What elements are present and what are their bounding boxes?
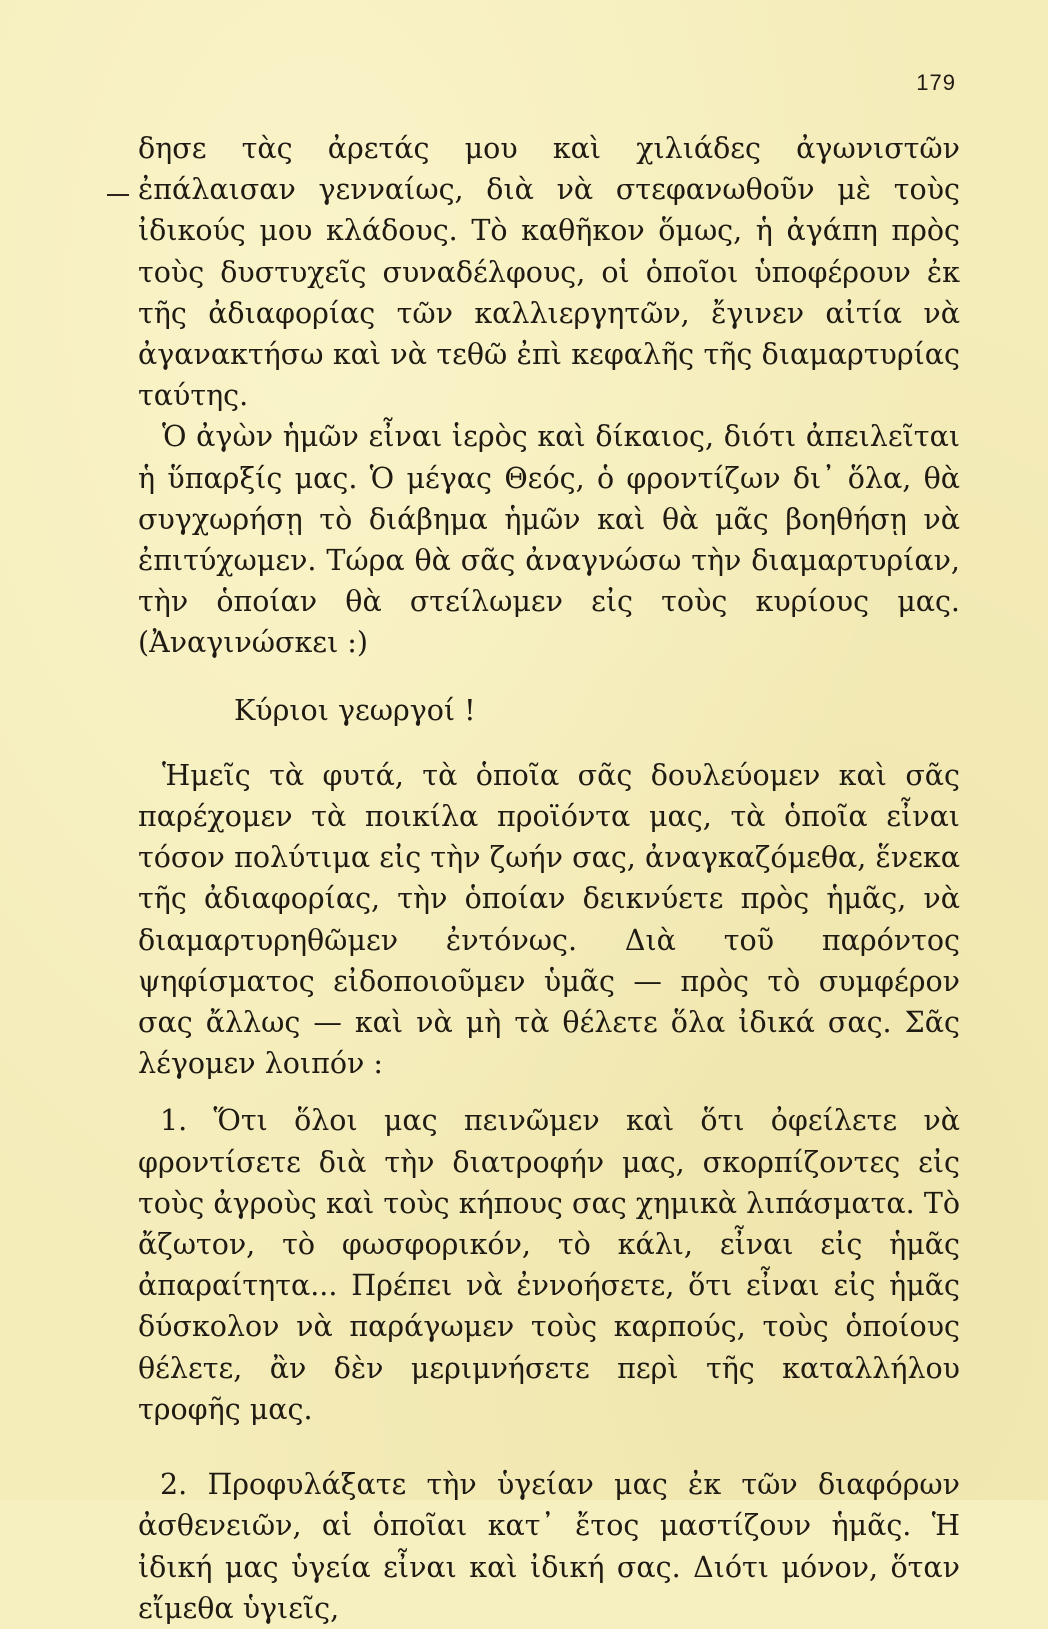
numbered-item-1: 1. Ὅτι ὅλοι μας πεινῶμεν καὶ ὅτι ὀφείλετε νὰ φροντίσετε διὰ τὴν διατροφήν μας, σκορπίζοντες εἰς τοὺς ἀγροὺς καὶ τοὺς κήπους σας χημικὰ λιπάσματα. Τὸ ἄζωτον, τὸ φωσφορικόν, τὸ κάλι, εἶναι εἰς ἡμᾶς ἀπαραίτητα... Πρέπει νὰ ἐννοήσετε, ὅτι εἶναι εἰς ἡμᾶς δύσκολον νὰ παράγωμεν τοὺς καρπούς, τοὺς ὁποίους θέλετε, ἂν δὲν μεριμνήσετε περὶ τῆς καταλλήλου τροφῆς μας. <box>138 1104 960 1426</box>
page-number: 179 <box>916 70 956 95</box>
numbered-item-2: 2. Προφυλάξατε τὴν ὑγείαν μας ἐκ τῶν διαφόρων ἀσθενειῶν, αἱ ὁποῖαι κατ᾿ ἔτος μαστίζουν ἡμᾶς. Ἡ ἰδική μας ὑγεία εἶναι καὶ ἰδική σας. Διότι μόνον, ὅταν εἴμεθα ὑγιεῖς, <box>138 1468 960 1625</box>
paragraph-continuation: δησε τὰς ἀρετάς μου καὶ χιλιάδες ἀγωνιστῶν ἐπάλαισαν γενναίως, διὰ νὰ στεφανωθοῦν μὲ τοὺς ἰδικούς μου κλάδους. Τὸ καθῆκον ὅμως, ἡ ἀγάπη πρὸς τοὺς δυστυχεῖς συναδέλφους, οἱ ὁποῖοι ὑποφέρουν ἐκ τῆς ἀδιαφορίας τῶν καλλιεργητῶν, ἔγινεν αἰτία νὰ ἀγανακτήσω καὶ νὰ τεθῶ ἐπὶ κεφαλῆς τῆς διαμαρτυρίας ταύτης. <box>138 132 960 413</box>
paragraph-protest: Ἡμεῖς τὰ φυτά, τὰ ὁποῖα σᾶς δουλεύομεν καὶ σᾶς παρέχομεν τὰ ποικίλα προϊόντα μας, τὰ ὁποῖα εἶναι τόσον πολύτιμα εἰς τὴν ζωήν σας, ἀναγκαζόμεθα, ἕνεκα τῆς ἀδιαφορίας, τὴν ὁποίαν δεικνύετε πρὸς ἡμᾶς, νὰ διαμαρτυρηθῶμεν ἐντόνως. Διὰ τοῦ παρόντος ψηφίσματος εἰδοποιοῦμεν ὑμᾶς — πρὸς τὸ συμφέρον σας ἄλλως — καὶ νὰ μὴ τὰ θέλετε ὅλα ἰδικά σας. Σᾶς λέγομεν λοιπόν : <box>138 758 960 1081</box>
body-text <box>138 128 960 1629</box>
paragraph-struggle: Ὁ ἀγὼν ἡμῶν εἶναι ἱερὸς καὶ δίκαιος, διότι ἀπειλεῖται ἡ ὕπαρξίς μας. Ὁ μέγας Θεός, ὁ φροντίζων δι᾿ ὅλα, θὰ συγχωρήσῃ τὸ διάβημα ἡμῶν καὶ θὰ μᾶς βοηθήσῃ νὰ ἐπιτύχωμεν. Τώρα θὰ σᾶς ἀναγνώσω τὴν διαμαρτυρίαν, τὴν ὁποίαν θὰ στείλωμεν εἰς τοὺς κυρίους μας. (Ἀναγινώσκει :) <box>138 420 960 660</box>
margin-mark <box>107 194 129 196</box>
letter-salutation: Κύριοι γεωργοί ! <box>234 693 476 727</box>
